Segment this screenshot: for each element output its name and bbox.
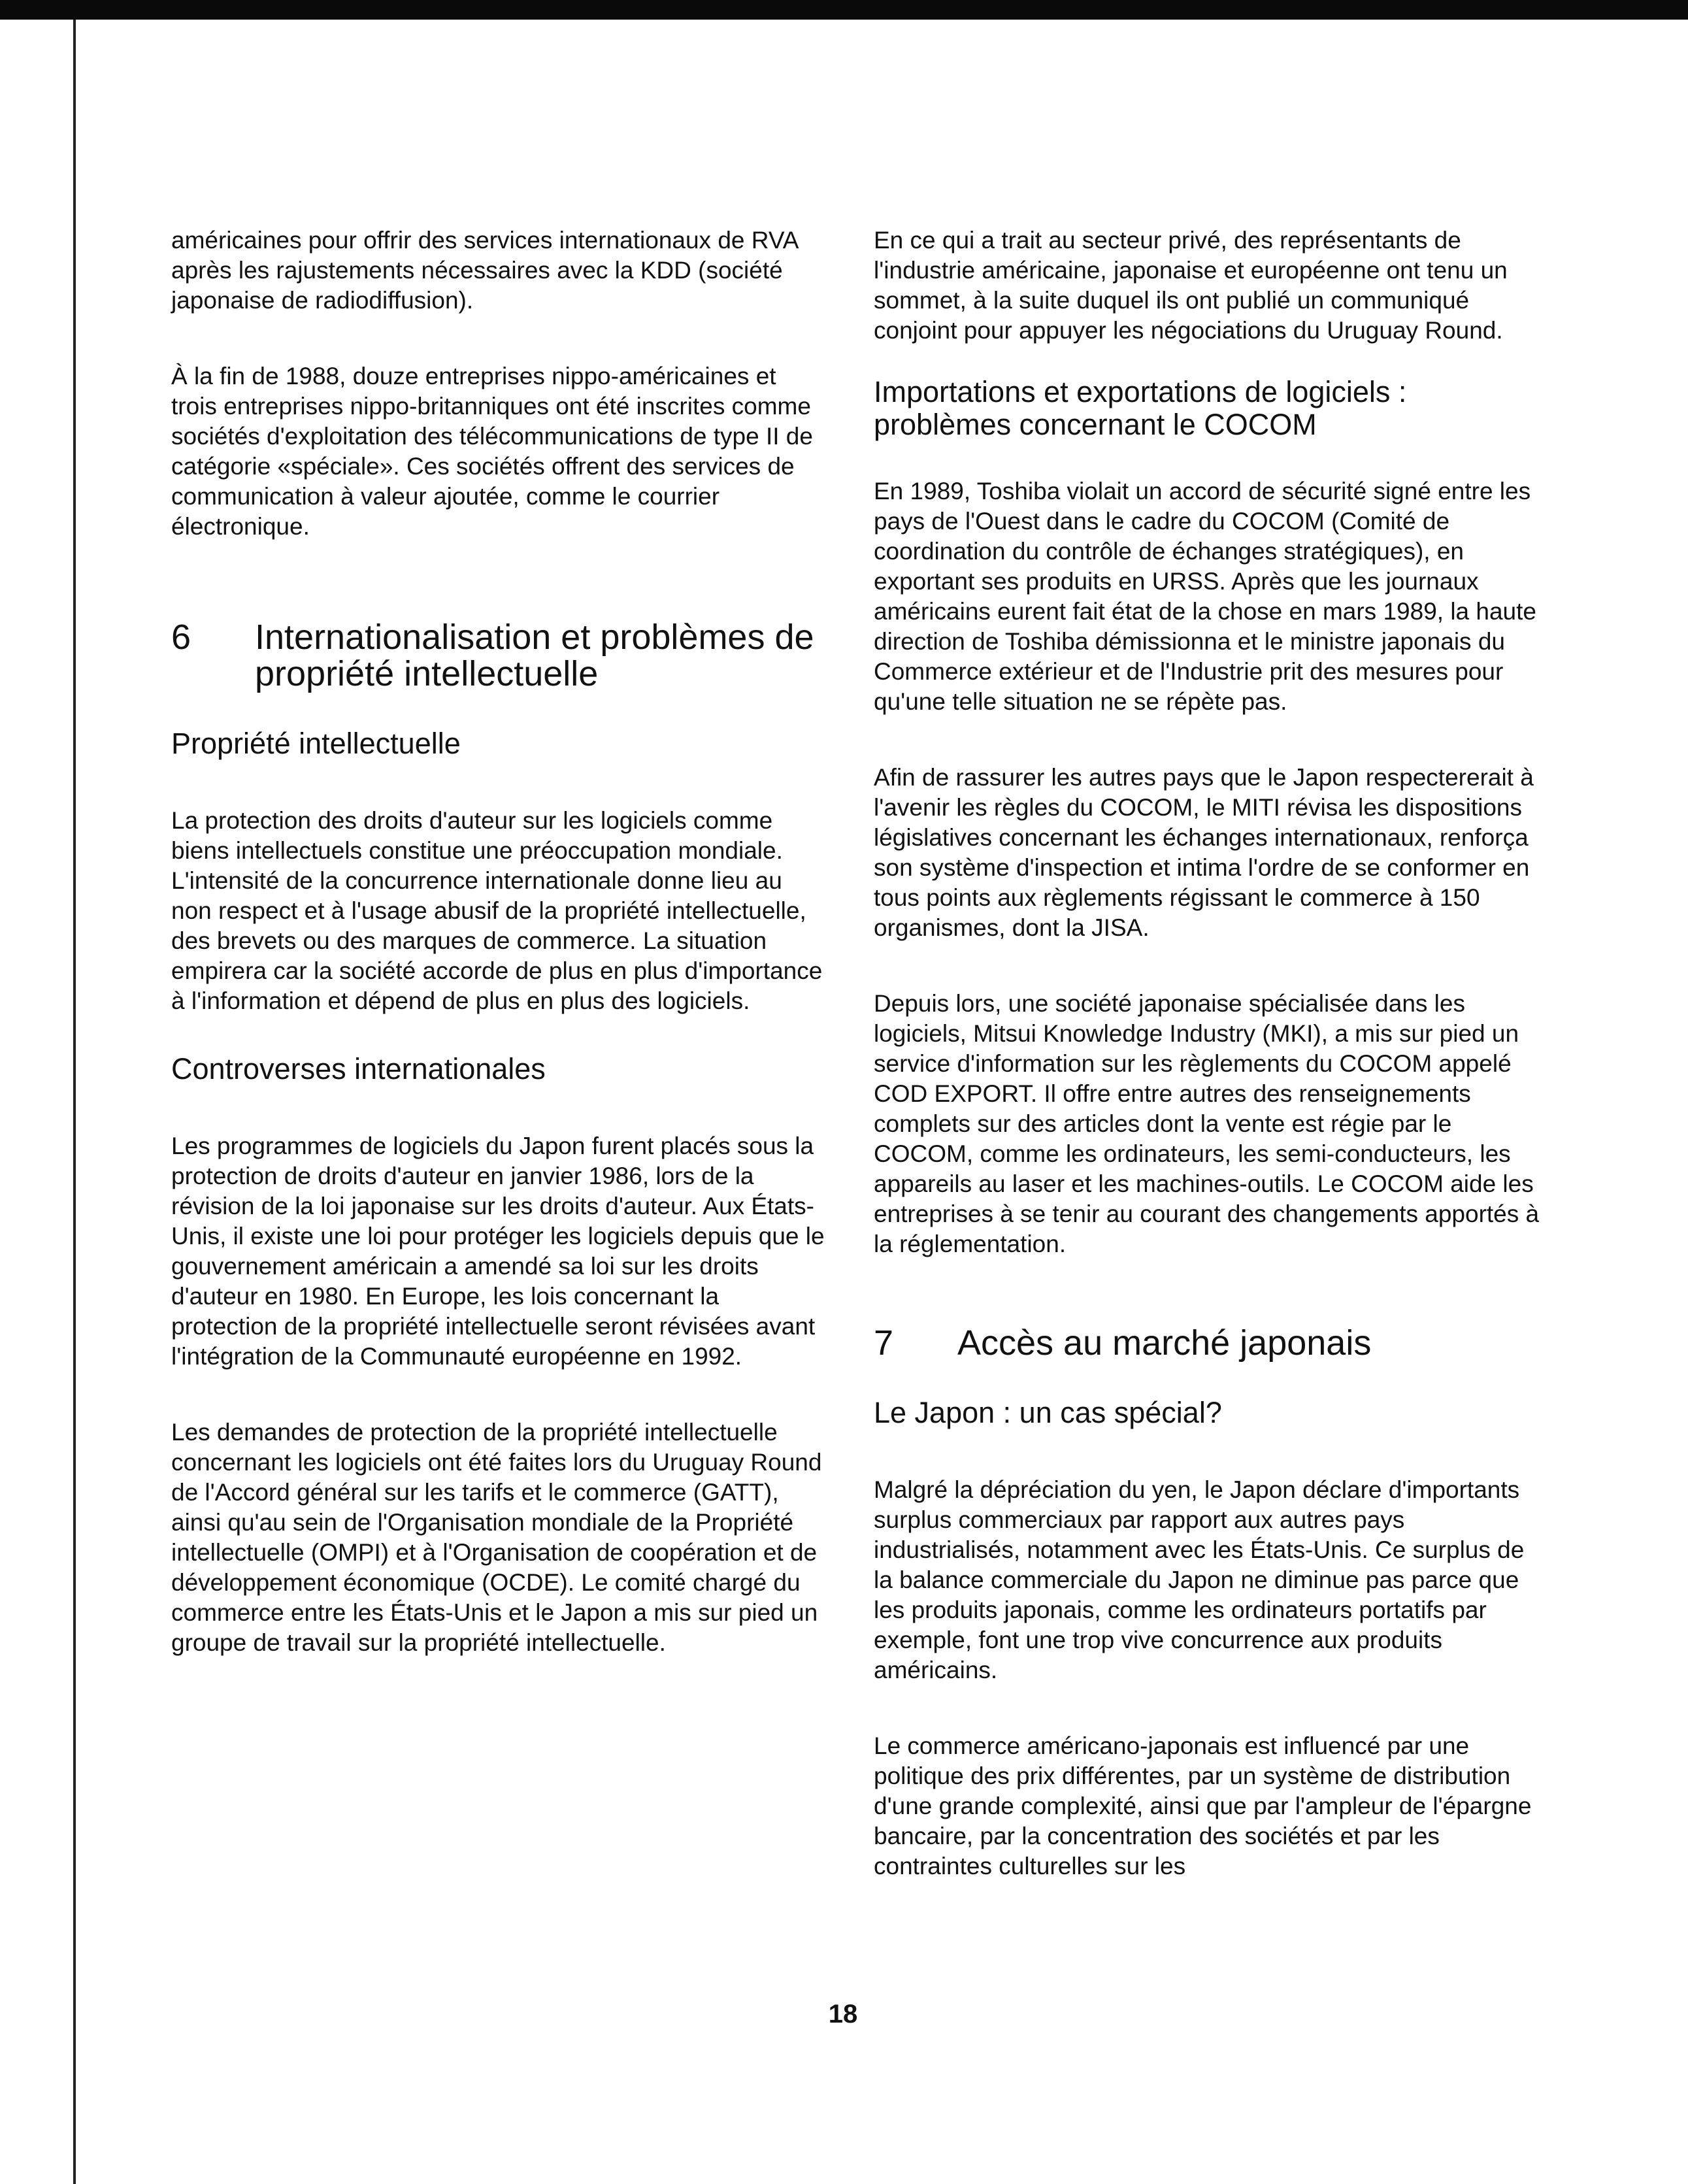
section-heading: [874, 1325, 1540, 1361]
subsection-heading: Controverses internationales: [171, 1052, 546, 1085]
paragraph: À la fin de 1988, douze entreprises nippo-américaines et trois entreprises nippo-britanniques ont été inscrites comme sociétés d'exploitation des télécommunications de type II de catégorie «spéciale». Ces sociétés offrent des services de communication à valeur ajoutée, comme le courrier électronique.: [171, 363, 813, 540]
paragraph: Les demandes de protection de la propriété intellectuelle concernant les logiciels ont été faites lors du Uruguay Round de l'Accord général sur les tarifs et le commerce (GATT), ainsi qu'au sein de l'Organisation mondiale de la Propriété intellectuelle (OMPI) et à l'Organisation de coopération et de développement économique (OCDE). Le comité chargé du commerce entre les États-Unis et le Japon a mis sur pied un groupe de travail sur la propriété intellectuelle.: [171, 1419, 822, 1656]
right-column: [874, 225, 1540, 1927]
paragraph: En 1989, Toshiba violait un accord de sécurité signé entre les pays de l'Ouest dans le cadre du COCOM (Comité de coordination du contrôle de échanges stratégiques), en exportant ses produits en URSS. Après que les journaux américains eurent fait état de la chose en mars 1989, la haute direction de Toshiba démissionna et le ministre japonais du Commerce extérieur et de l'Industrie prit des mesures pour qu'une telle situation ne se répète pas.: [874, 478, 1536, 715]
section-title: Internationalisation et problèmes de propriété intellectuelle: [255, 618, 814, 693]
paragraph: Le commerce américano-japonais est influencé par une politique des prix différentes, par un système de distribution d'une grande complexité, ainsi que par l'ampleur de l'épargne bancaire, par la concentration des sociétés et par les contraintes culturelles sur les: [874, 1732, 1532, 1879]
subsection-heading: Le Japon : un cas spécial?: [874, 1396, 1222, 1429]
paragraph: La protection des droits d'auteur sur les logiciels comme biens intellectuels constitue une préoccupation mondiale. L'intensité de la concurrence internationale donne lieu au non respect et à l'usage abusif de la propriété intellectuelle, des brevets ou des marques de commerce. La situation empirera car la société accorde de plus en plus d'importance à l'information et dépend de plus en plus des logiciels.: [171, 807, 823, 1014]
section-number: 7: [874, 1323, 894, 1363]
paragraph: Afin de rassurer les autres pays que le Japon respectererait à l'avenir les règles du COCOM, le MITI révisa les dispositions législatives concernant les échanges internationaux, renforça son système d'inspection et intima l'ordre de se conformer en tous points aux règlements régissant le commerce à 150 organismes, dont la JISA.: [874, 764, 1534, 941]
scan-top-edge: [0, 0, 1688, 20]
scan-left-edge: [73, 20, 76, 2184]
left-column: [171, 225, 825, 1704]
section-number: 6: [171, 618, 191, 657]
section-title: Accès au marché japonais: [957, 1323, 1372, 1363]
paragraph: Les programmes de logiciels du Japon furent placés sous la protection de droits d'auteur en janvier 1986, lors de la révision de la loi japonaise sur les droits d'auteur. Aux États-Unis, il existe une loi pour protéger les logiciels depuis que le gouvernement américain a amendé sa loi sur les droits d'auteur en 1980. En Europe, les lois concernant la protection de la propriété intellectuelle seront révisées avant l'intégration de la Communauté européenne en 1992.: [171, 1133, 825, 1370]
page-number: 18: [828, 2000, 858, 2028]
subsection-heading: Importations et exportations de logiciels : problèmes concernant le COCOM: [874, 375, 1407, 441]
section-heading: [171, 619, 825, 692]
paragraph: En ce qui a trait au secteur privé, des représentants de l'industrie américaine, japonaise et européenne ont tenu un sommet, à la suite duquel ils ont publié un communiqué conjoint pour appuyer les négociations du Uruguay Round.: [874, 227, 1508, 344]
paragraph: Depuis lors, une société japonaise spécialisée dans les logiciels, Mitsui Knowledge Industry (MKI), a mis sur pied un service d'information sur les règlements du COCOM appelé COD EXPORT. Il offre entre autres des renseignements complets sur des articles dont la vente est régie par le COCOM, comme les ordinateurs, les semi-conducteurs, les appareils au laser et les machines-outils. Le COCOM aide les entreprises à se tenir au courant des changements apportés à la réglementation.: [874, 990, 1540, 1257]
paragraph: Malgré la dépréciation du yen, le Japon déclare d'importants surplus commerciaux par rapport aux autres pays industrialisés, notamment avec les États-Unis. Ce surplus de la balance commerciale du Japon ne diminue pas parce que les produits japonais, comme les ordinateurs portatifs par exemple, font une trop vive concurrence aux produits américains.: [874, 1476, 1525, 1683]
subsection-heading: Propriété intellectuelle: [171, 727, 461, 760]
paragraph: américaines pour offrir des services internationaux de RVA après les rajustements nécessaires avec la KDD (société japonaise de radiodiffusion).: [171, 227, 798, 314]
